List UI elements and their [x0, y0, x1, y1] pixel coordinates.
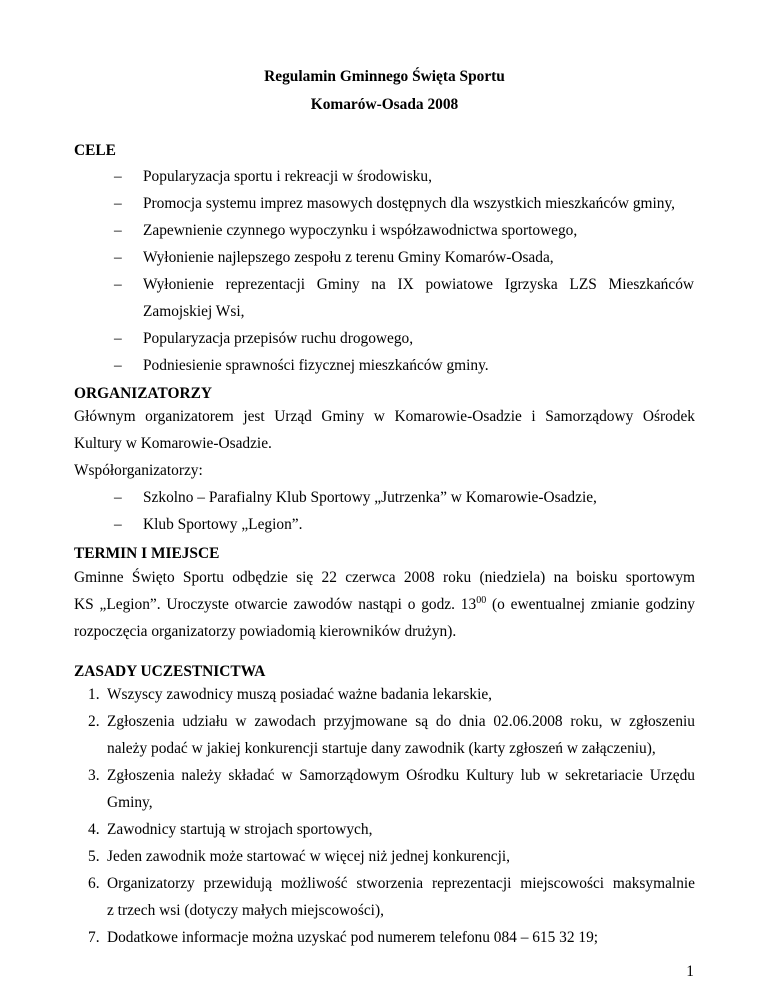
dash-bullet: –: [114, 249, 122, 266]
dash-bullet: –: [114, 276, 122, 293]
paragraph-line: KS „Legion”. Uroczyste otwarcie zawodów nastąpi o godz. $13^{00}$ (o ewentualnej zmianie godziny: [74, 595, 695, 613]
page-number: 1: [686, 963, 694, 980]
dash-bullet: –: [114, 357, 122, 374]
section-heading-organizatorzy: ORGANIZATORZY: [74, 385, 212, 402]
paragraph-line: Głównym organizatorem jest Urząd Gminy w Komarowie-Osadzie i Samorządowy Ośrodek: [74, 408, 695, 425]
dash-bullet: –: [114, 489, 122, 506]
paragraph-line: rozpoczęcia organizatorzy powiadomią kierowników drużyn).: [74, 623, 457, 640]
document-page: Regulamin Gminnego Święta Sportu Komarów-Osada 2008 CELE – Popularyzacja sportu i rekreacji w środowisku, – Promocja systemu imprez masowych dostępnych dla wszystkich mieszkańców gminy, – Zapewnienie czynnego wypoczynku i współzawodnictwa sportowego, – Wyłonienie najlepszego zespołu z terenu Gminy Komarów-Osada, – Wyłonienie reprezentacji Gminy na IX powiatowe Igrzyska LZS Mieszkańców Zamojskiej Wsi, – Popularyzacja przepisów ruchu drogowego, – Podniesienie sprawności fizycznej mieszkańców gminy. ORGANIZATORZY Głównym organizatorem jest Urząd Gminy w Komarowie-Osadzie i Samorządowy Ośrodek Kultury w Komarowie-Osadzie. Współorganizatorzy: – Szkolno – Parafialny Klub Sportowy „Jutrzenka” w Komarowie-Osadzie, – Klub Sportowy „Legion”. TERMIN I MIEJSCE Gminne Święto Sportu odbędzie się 22 czerwca 2008 roku (niedziela) na boisku sportowym KS „Legion”. Uroczyste otwarcie zawodów nastąpi o godz. $13^{00}$ (o ewentualnej zmianie godziny rozpoczęcia organizatorzy powiadomią kierowników drużyn). ZASADY UCZESTNICTWA 1. Wszyscy zawodnicy muszą posiadać ważne badania lekarskie, 2. Zgłoszenia udziału w zawodach przyjmowane są do dnia 02.06.2008 roku, w zgłoszeniu należy podać w jakiej konkurencji startuje dany zawodnik (karty zgłoszeń w załączeniu), 3. Zgłoszenia należy składać w Samorządowym Ośrodku Kultury lub w sekretariacie Urzędu Gminy, 4. Zawodnicy startują w strojach sportowych, 5. Jeden zawodnik może startować w więcej niż jednej konkurencji, 6. Organizatorzy przewidują możliwość stworzenia reprezentacji miejscowości maksymalnie z trzech wsi (dotyczy małych miejscowości), 7. Dodatkowe informacje można uzyskać pod numerem telefonu 084 – 615 32 19; 1: [74, 68, 695, 980]
dash-bullet: –: [114, 195, 122, 212]
document-title: Regulamin Gminnego Święta Sportu: [264, 68, 505, 85]
paragraph-line: Gminne Święto Sportu odbędzie się 22 czerwca 2008 roku (niedziela) na boisku sportowym: [74, 569, 695, 586]
paragraph-line: Kultury w Komarowie-Osadzie.: [74, 435, 272, 452]
co-organizers-label: Współorganizatorzy:: [74, 462, 203, 479]
section-heading-zasady: ZASADY UCZESTNICTWA: [74, 663, 266, 680]
dash-bullet: –: [114, 168, 122, 185]
section-heading-termin: TERMIN I MIEJSCE: [74, 545, 220, 562]
dash-bullet: –: [114, 516, 122, 533]
document-subtitle: Komarów-Osada 2008: [310, 96, 459, 113]
dash-bullet: –: [114, 330, 122, 347]
dash-bullet: –: [114, 222, 122, 239]
section-heading-cele: CELE: [74, 142, 116, 159]
